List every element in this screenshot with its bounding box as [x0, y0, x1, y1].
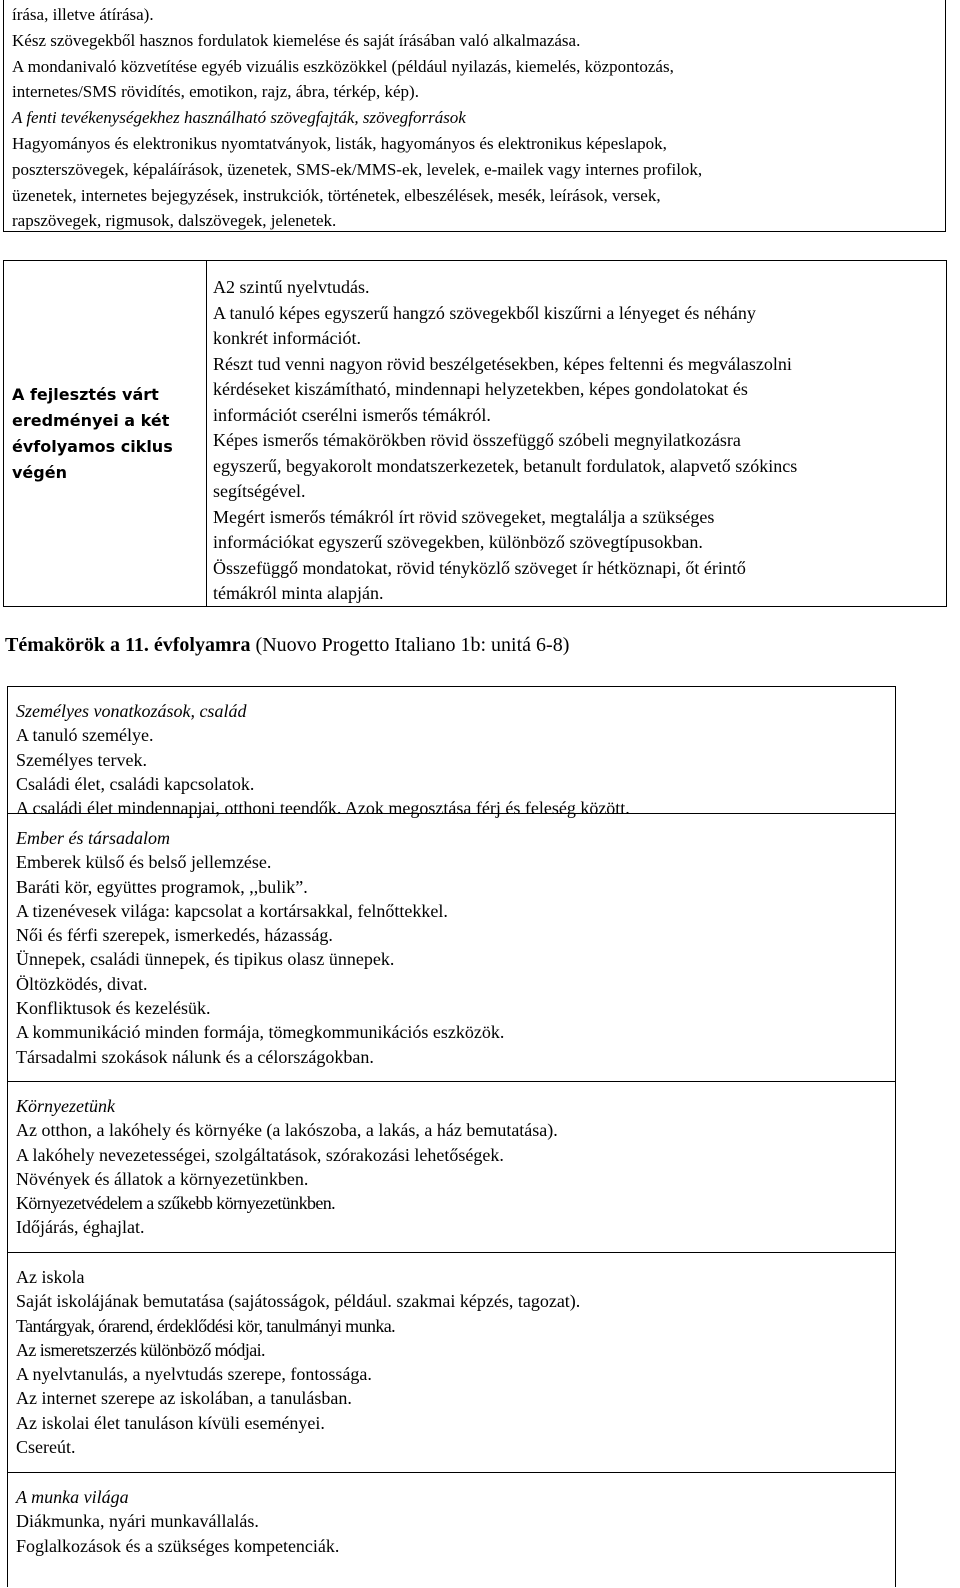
topic-item: Az otthon, a lakóhely és környéke (a lakószoba, a lakás, a ház bemutatása).: [16, 1120, 558, 1141]
section-subtitle: A fenti tevékenységekhez használható szövegfajták, szövegforrások: [12, 108, 466, 128]
topic-item: Személyes tervek.: [16, 749, 147, 770]
topics-table: [7, 686, 896, 1587]
topic-section: [8, 1253, 895, 1473]
topic-item: Családi élet, családi kapcsolatok.: [16, 773, 255, 794]
outcome-label-line: eredményei a két: [12, 410, 170, 430]
topic-item: Növények és állatok a környezetünkben.: [16, 1168, 309, 1189]
heading-bold: Témakörök a 11. évfolyamra: [5, 634, 251, 656]
topic-title: Ember és társadalom: [16, 828, 170, 848]
outcome-line: Részt tud venni nagyon rövid beszélgetésekben, képes feltenni és megválaszolni: [213, 353, 792, 374]
outcome-label-line: évfolyamos ciklus: [12, 436, 173, 456]
outcome-line: Képes ismerős témakörökben rövid összefüggő szóbeli megnyilatkozásra: [213, 430, 741, 450]
outcome-line: egyszerű, begyakorolt mondatszerkezetek, betanult fordulatok, alapvető szókincs: [213, 455, 798, 476]
heading-rest: (Nuovo Progetto Italiano 1b: unitá 6-8): [250, 634, 570, 656]
topic-item: A családi élet mindennapjai, otthoni teendők. Azok megosztása férj és feleség között.: [16, 798, 630, 819]
topic-title: Környezetünk: [16, 1096, 115, 1116]
outcome-line: konkrét információt.: [213, 328, 361, 348]
topic-item: Öltözködés, divat.: [16, 973, 148, 994]
outcome-line: információt cserélni ismerős témákról.: [213, 404, 491, 425]
topic-item: Az iskolai élet tanuláson kívüli eseményei.: [16, 1412, 325, 1433]
topic-item: Az ismeretszerzés különböző módjai.: [16, 1339, 265, 1360]
outcome-line: kérdéseket kiszámítható, mindennapi helyzetekben, képes gondolatokat és: [213, 379, 748, 399]
topic-item: Időjárás, éghajlat.: [16, 1217, 145, 1238]
topic-item: Tantárgyak, órarend, érdeklődési kör, tanulmányi munka.: [16, 1315, 396, 1336]
outcome-label-line: A fejlesztés várt: [12, 384, 159, 404]
text-line: írása, illetve átírása).: [12, 5, 154, 24]
topic-item: Ünnepek, családi ünnepek, és tipikus olasz ünnepek.: [16, 949, 395, 970]
page-heading: [5, 634, 569, 657]
topic-item: Környezetvédelem a szűkebb környezetünkben.: [16, 1193, 336, 1214]
outcome-label: [12, 382, 173, 486]
outcome-content-cell: [207, 261, 946, 606]
topic-item: Baráti kör, együttes programok, ,,bulik”.: [16, 876, 308, 897]
topic-section: [8, 687, 895, 819]
outcome-line: információkat egyszerű szövegekben, különböző szövegtípusokban.: [213, 532, 703, 552]
topic-section: [8, 1082, 895, 1253]
text-line: Kész szövegekből hasznos fordulatok kiemelése és saját írásában való alkalmazása.: [12, 30, 581, 50]
outcome-line: Összefüggő mondatokat, rövid tényközlő szöveget ír hétköznapi, őt érintő: [213, 557, 746, 578]
topic-item: Az internet szerepe az iskolában, a tanulásban.: [16, 1388, 352, 1409]
topic-item: Csereút.: [16, 1437, 76, 1458]
outcome-line: A tanuló képes egyszerű hangzó szövegekből kiszűrni a lényeget és néhány: [213, 302, 756, 323]
topic-section: [8, 1473, 895, 1588]
outcome-line: A2 szintű nyelvtudás.: [213, 277, 370, 297]
topic-section: [8, 814, 895, 1082]
text-line: A mondanivaló közvetítése egyéb vizuális eszközökkel (például nyilazás, kiemelés, központozás,: [12, 56, 674, 76]
outcome-table: [3, 260, 947, 607]
text-line: Hagyományos és elektronikus nyomtatványok, listák, hagyományos és elektronikus képeslapok,: [12, 133, 667, 153]
outcome-label-cell: [4, 261, 207, 606]
topic-item: Diákmunka, nyári munkavállalás.: [16, 1511, 259, 1532]
activities-box: [3, 0, 946, 232]
outcome-label-line: végén: [12, 462, 67, 482]
topic-item: A kommunikáció minden formája, tömegkommunikációs eszközök.: [16, 1022, 505, 1043]
topic-item: Emberek külső és belső jellemzése.: [16, 852, 272, 873]
topic-title: A munka világa: [16, 1487, 129, 1507]
topic-title: Az iskola: [16, 1267, 85, 1287]
topic-item: A nyelvtanulás, a nyelvtudás szerepe, fontossága.: [16, 1364, 372, 1385]
topic-item: A tizenévesek világa: kapcsolat a kortársakkal, felnőttekkel.: [16, 900, 448, 921]
text-line: rapszövegek, rigmusok, dalszövegek, jelenetek.: [12, 211, 337, 231]
topic-item: A lakóhely nevezetességei, szolgáltatások, szórakozási lehetőségek.: [16, 1144, 504, 1165]
topic-item: Saját iskolájának bemutatása (sajátosságok, például. szakmai képzés, tagozat).: [16, 1291, 581, 1312]
topic-item: Női és férfi szerepek, ismerkedés, házasság.: [16, 925, 333, 946]
outcome-line: témákról minta alapján.: [213, 583, 384, 603]
topic-item: A tanuló személye.: [16, 725, 154, 746]
topic-item: Társadalmi szokások nálunk és a célországokban.: [16, 1046, 374, 1067]
topic-title: Személyes vonatkozások, család: [16, 701, 247, 721]
outcome-line: segítségével.: [213, 481, 306, 501]
topic-item: Foglalkozások és a szükséges kompetenciák.: [16, 1535, 340, 1556]
text-line: internetes/SMS rövidítés, emotikon, rajz, ábra, térkép, kép).: [12, 82, 419, 102]
text-line: üzenetek, internetes bejegyzések, instrukciók, történetek, elbeszélések, mesék, leírások, versek,: [12, 185, 661, 205]
topic-item: Konfliktusok és kezelésük.: [16, 998, 211, 1019]
outcome-line: Megért ismerős témákról írt rövid szövegeket, megtalálja a szükséges: [213, 506, 715, 527]
text-line: poszterszövegek, képaláírások, üzenetek, SMS-ek/MMS-ek, levelek, e-mailek vagy internes profilok,: [12, 159, 703, 179]
